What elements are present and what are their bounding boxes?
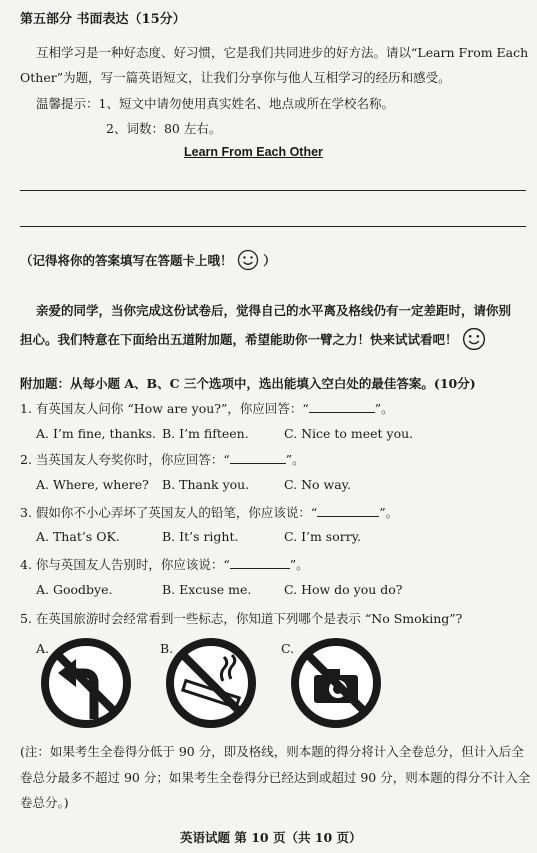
section-title: 第五部分 书面表达（15分） (20, 12, 186, 27)
reminder (20, 249, 276, 274)
no-left-turn-icon (40, 637, 132, 729)
answer-blank (230, 556, 290, 569)
bonus-heading: 附加题：从每小题 A、B、C 三个选项中，选出能填入空白处的最佳答案。(10分) (20, 376, 476, 391)
question-5-stem: 5. 在英国旅游时会经常看到一些标志，你知道下列哪个是表示 “No Smoking”? (20, 611, 463, 626)
q4-option-a: A. Goodbye. (36, 582, 113, 597)
q3-option-c: C. I’m sorry. (284, 529, 362, 544)
reminder-text: （记得将你的答案填写在答题卡上哦！ (20, 253, 233, 268)
q1-option-c: C. Nice to meet you. (284, 426, 414, 441)
question-4-stem (20, 555, 309, 573)
question-4-stem-end: ”。 (289, 557, 309, 572)
q3-option-a: A. That’s OK. (36, 529, 120, 544)
question-1-stem-text: 1. 有英国友人问你 “How are you?”，你应回答：“ (20, 401, 309, 416)
tip-2: 2、词数：80 左右。 (106, 121, 222, 136)
encourage-line-1: 亲爱的同学，当你完成这份试卷后，觉得自己的水平离及格线仍有一定差距时，请你别 (36, 303, 512, 318)
note-line-3: 卷总分。) (20, 795, 69, 810)
sign-label-a: A. (36, 641, 50, 656)
q2-option-a: A. Where, where? (36, 477, 149, 492)
q3-option-b: B. It’s right. (162, 529, 239, 544)
smiley-icon-2 (462, 327, 486, 354)
question-2-stem-text: 2. 当英国友人夸奖你时，你应回答：“ (20, 452, 230, 467)
question-3-stem-end: ”。 (379, 505, 399, 520)
question-1-stem-end: ”。 (374, 401, 394, 416)
question-1-stem (20, 399, 394, 417)
note-line-2: 卷总分最多不超过 90 分；如果考生全卷得分已经达到或超过 90 分，则本题的得分不计入全 (20, 770, 531, 785)
smiley-icon (237, 249, 259, 274)
encourage-line-2 (20, 327, 486, 354)
sign-label-c: C. (281, 641, 295, 656)
question-2-stem (20, 450, 305, 468)
intro-line-1: 互相学习是一种好态度、好习惯，它是我们共同进步的好方法。请以“Learn From Each (36, 45, 529, 60)
answer-blank (230, 451, 286, 464)
tip-1: 温馨提示：1、短文中请勿使用真实姓名、地点或所在学校名称。 (36, 96, 394, 111)
question-4-stem-text: 4. 你与英国友人告别时，你应该说：“ (20, 557, 230, 572)
note-line-1: (注：如果考生全卷得分低于 90 分，即及格线，则本题的得分将计入全卷总分，但计入后全 (20, 744, 524, 759)
no-photography-icon (290, 637, 382, 729)
question-3-stem-text: 3. 假如你不小心弄坏了英国友人的铅笔，你应该说：“ (20, 505, 318, 520)
writing-line-1 (20, 190, 526, 191)
q1-option-a: A. I’m fine, thanks. (36, 426, 156, 441)
sign-label-b: B. (160, 641, 174, 656)
q2-option-c: C. No way. (284, 477, 352, 492)
page-footer: 英语试题 第 10 页（共 10 页） (180, 830, 362, 845)
no-smoking-icon (165, 637, 257, 729)
question-2-stem-end: ”。 (285, 452, 305, 467)
essay-title: Learn From Each Other (184, 145, 323, 159)
encourage-line-2-text: 担心。我们特意在下面给出五道附加题，希望能助你一臂之力！快来试试看吧！ (20, 332, 458, 347)
q1-option-b: B. I’m fifteen. (162, 426, 249, 441)
answer-blank (317, 504, 379, 517)
answer-blank (309, 400, 375, 413)
reminder-end: ） (263, 253, 276, 268)
q2-option-b: B. Thank you. (162, 477, 250, 492)
question-3-stem (20, 503, 398, 521)
intro-line-2: Other”为题，写一篇英语短文，让我们分享你与他人互相学习的经历和感受。 (20, 70, 451, 85)
q4-option-c: C. How do you do? (284, 582, 403, 597)
writing-line-2 (20, 226, 526, 227)
q4-option-b: B. Excuse me. (162, 582, 252, 597)
